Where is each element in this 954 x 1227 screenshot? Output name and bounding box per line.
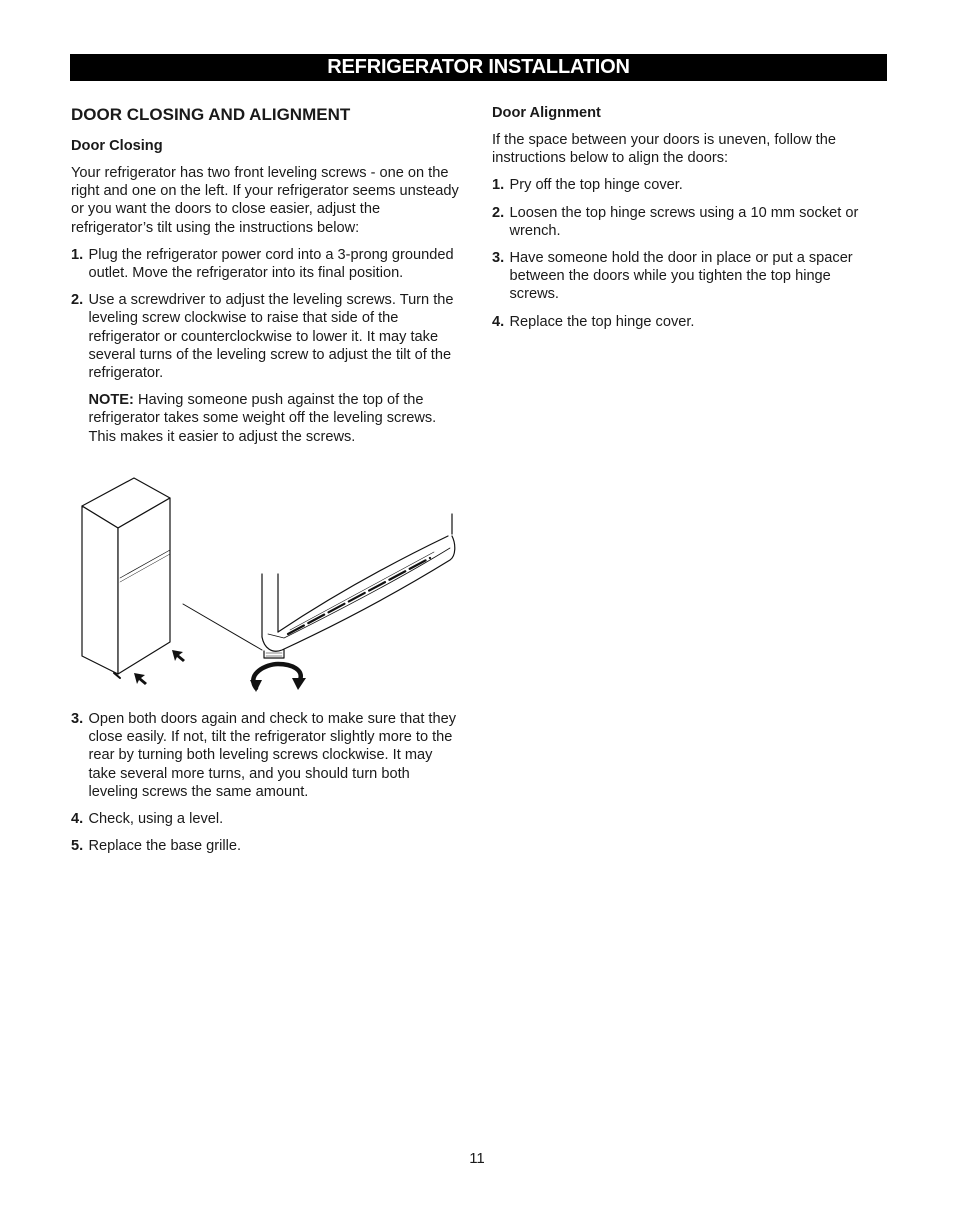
door-closing-subheading: Door Closing <box>71 138 163 154</box>
refrigerator-leveling-screw-illustration <box>78 474 462 700</box>
door-closing-step-4 <box>71 810 463 828</box>
section-heading: DOOR CLOSING AND ALIGNMENT <box>71 105 351 124</box>
step-text: Replace the top hinge cover. <box>509 313 695 330</box>
step-number: 2. <box>71 292 84 309</box>
page-number: 11 <box>469 1150 485 1167</box>
step-number: 4. <box>71 811 84 828</box>
section-title: REFRIGERATOR INSTALLATION <box>327 56 630 78</box>
step-text: Use a screwdriver to adjust the leveling screws. Turn the leveling screw clockwise to raise that side of the refrigerator or counterclockwise to lower it. It may take several turns of the leveling screw to adjust the tilt of the refrigerator. <box>88 292 454 382</box>
left-column <box>71 104 463 446</box>
door-alignment-subheading: Door Alignment <box>492 105 601 121</box>
door-alignment-intro: If the space between your doors is uneven, follow the instructions below to align the doors: <box>492 132 836 167</box>
step-number: 2. <box>492 204 505 221</box>
step-number: 3. <box>71 711 84 727</box>
step-text: Replace the base grille. <box>88 838 242 855</box>
step-number: 3. <box>492 250 505 267</box>
door-closing-step-3 <box>71 710 463 801</box>
step-number: 1. <box>71 246 84 263</box>
note-paragraph <box>89 391 464 446</box>
refrigerator-icon <box>82 478 170 674</box>
note-label: NOTE: <box>88 392 134 409</box>
step-number: 4. <box>492 313 505 330</box>
door-closing-step-5 <box>71 837 463 855</box>
step-number: 1. <box>492 177 505 194</box>
door-closing-intro: Your refrigerator has two front leveling screws - one on the right and one on the left. If your refrigerator seems unsteady or you want the doors to close easier, adjust the refrigerator’s tilt using the instructions below: <box>71 165 459 236</box>
right-column <box>492 104 864 331</box>
step-text: Check, using a level. <box>88 811 224 828</box>
step-text: Loosen the top hinge screws using a 10 mm socket or wrench. <box>509 204 859 239</box>
section-banner <box>70 54 887 81</box>
step-number: 5. <box>71 838 84 855</box>
note-text: Having someone push against the top of the refrigerator takes some weight off the leveling screws. This makes it easier to adjust the screws. <box>88 392 437 445</box>
door-alignment-step-2 <box>492 204 864 240</box>
base-grille-icon <box>262 514 455 651</box>
step-text: Open both doors again and check to make sure that they close easily. If not, tilt the refrigerator slightly more to the rear by turning both leveling screws clockwise. It may take several more turns, and you should turn both leveling screws the same amount. <box>88 711 457 800</box>
step-text: Have someone hold the door in place or put a spacer between the doors while you tighten the top hinge screws. <box>509 250 853 303</box>
left-column-continued <box>71 710 463 855</box>
door-alignment-step-3 <box>492 249 864 304</box>
door-closing-step-1 <box>71 246 463 282</box>
door-alignment-step-4 <box>492 313 864 331</box>
door-closing-step-2 <box>71 291 463 382</box>
rotation-arrow-icon <box>250 664 306 692</box>
step-text: Pry off the top hinge cover. <box>509 177 683 194</box>
step-text: Plug the refrigerator power cord into a 3-prong grounded outlet. Move the refrigerator into its final position. <box>88 246 454 282</box>
door-alignment-step-1 <box>492 176 864 194</box>
